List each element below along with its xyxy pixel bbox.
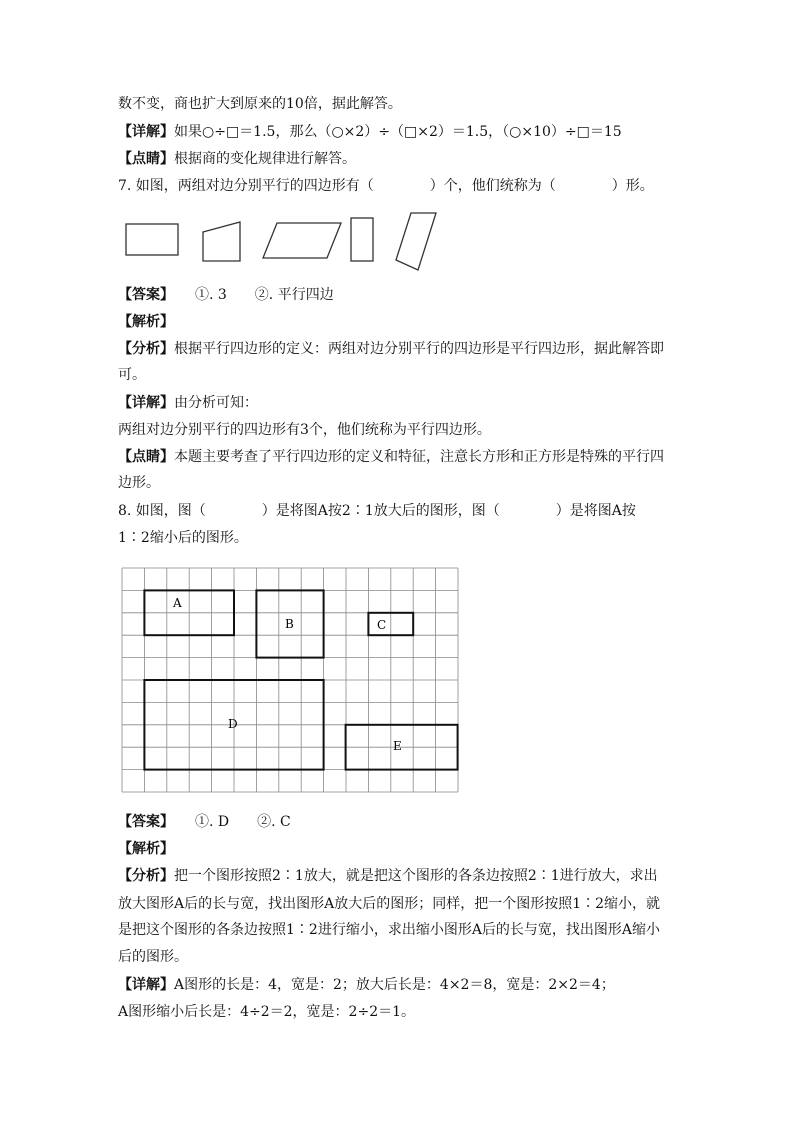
label-c: C <box>377 618 387 632</box>
analysis-heading-7: 【解析】 <box>118 314 174 330</box>
comment-line-7b: 边形。 <box>118 475 160 491</box>
analysis-line-8b: 放大图形A后的长与宽，找出图形A放大后的图形；同样，把一个图形按照1∶2缩小，就 <box>118 896 661 912</box>
label-b: B <box>285 617 294 631</box>
comment-line-7: 【点睛】本题主要考查了平行四边形的定义和特征，注意长方形和正方形是特殊的平行四 <box>118 449 664 465</box>
question-7: 7. 如图，两组对边分别平行的四边形有（ ）个，他们统称为（ ）形。 <box>118 178 654 194</box>
rectangle-shape <box>126 224 178 255</box>
question-8b: 1∶2缩小后的图形。 <box>118 530 248 546</box>
detail-line-7b: 两组对边分别平行的四边形有3个，他们统称为平行四边形。 <box>118 422 491 438</box>
parallelogram-shape <box>263 223 341 258</box>
analysis-line-7b: 可。 <box>118 367 146 383</box>
detail-line-7: 【详解】由分析可知： <box>118 395 258 411</box>
question-8: 8. 如图，图（ ）是将图A按2∶1放大后的图形，图（ ）是将图A按 <box>118 503 636 519</box>
detail-line-8a: 【详解】A图形的长是：4，宽是：2；放大后长是：4×2＝8，宽是：2×2＝4； <box>118 977 615 993</box>
text-line-1: 数不变，商也扩大到原来的10倍，据此解答。 <box>118 96 402 112</box>
trapezoid-shape <box>203 222 240 261</box>
analysis-heading-8: 【解析】 <box>118 841 174 857</box>
analysis-line-7: 【分析】根据平行四边形的定义：两组对边分别平行的四边形是平行四边形，据此解答即 <box>118 341 664 357</box>
quadrilateral-shape <box>396 213 436 270</box>
detail-line-1: 【详解】如果○÷□＝1.5，那么（○×2）÷（□×2）＝1.5，（○×10）÷□＝15 <box>118 124 622 140</box>
tall-rectangle-shape <box>351 218 373 261</box>
comment-line-1: 【点睛】根据商的变化规律进行解答。 <box>118 151 356 167</box>
analysis-line-8d: 后的图形。 <box>118 949 188 965</box>
label-e: E <box>393 739 402 753</box>
grid-figure <box>121 567 459 793</box>
answer-line-8: 【答案】 ①. D ②. C <box>118 814 291 830</box>
label-d: D <box>228 717 238 731</box>
detail-line-8b: A图形缩小后长是：4÷2＝2，宽是：2÷2＝1。 <box>118 1004 416 1020</box>
analysis-line-8c: 是把这个图形的各条边按照1∶2进行缩小，求出缩小图形A后的长与宽，找出图形A缩小 <box>118 922 661 938</box>
quadrilateral-figures <box>118 208 448 278</box>
analysis-line-8a: 【分析】把一个图形按照2∶1放大，就是把这个图形的各条边按照2∶1进行放大，求出 <box>118 868 658 884</box>
answer-line-7: 【答案】 ①. 3 ②. 平行四边 <box>118 287 334 303</box>
label-a: A <box>173 596 182 610</box>
